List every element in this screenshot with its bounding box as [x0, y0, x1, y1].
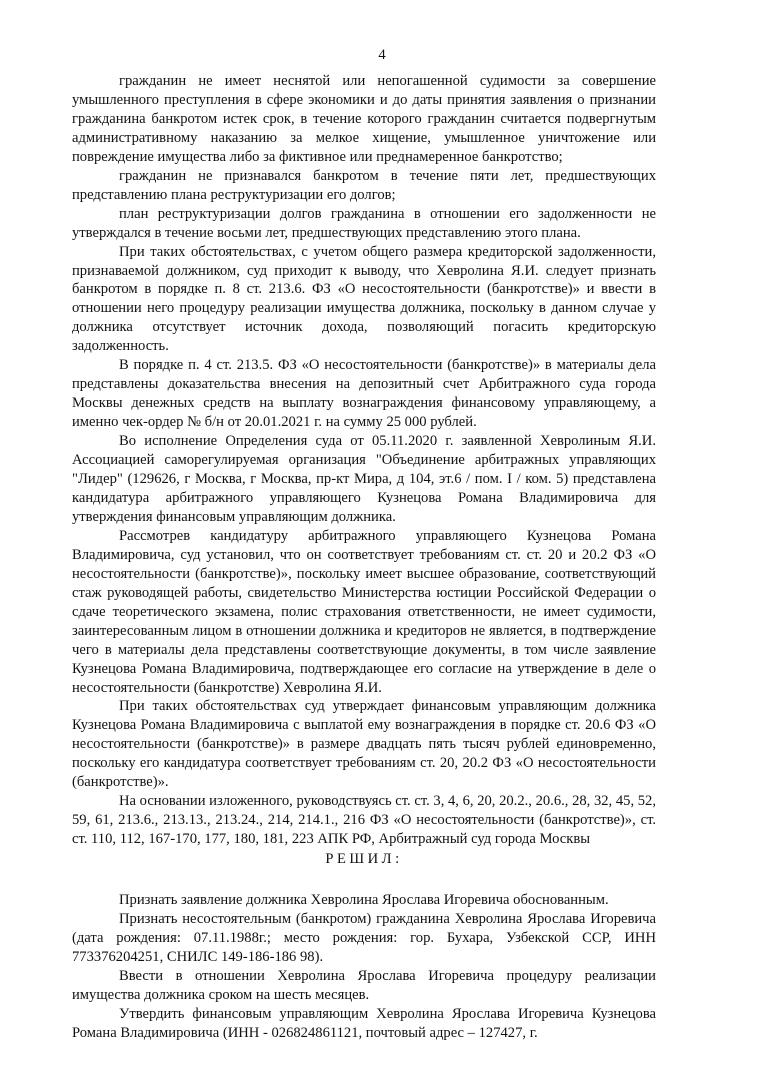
decision-item-recognize-claim: Признать заявление должника Хевролина Ярослава Игоревича обоснованным.: [119, 892, 609, 909]
paragraph-candidate-review: Рассмотрев кандидатуру арбитражного управляющего Кузнецова Романа Владимировича, суд установил, что он соответствует требованиям ст. ст. 20 и 20.2 ФЗ «О несостоятельности (банкротстве)», поскольку имеет высшее образование, соответствующий стаж руководящей работы, свидетельство Министерства юстиции Российской Федерации о сдаче теоретического экзамена, полис страхования ответственности, не имеет судимости, заинтересованным лицом в отношении должника и кредиторов не является, в подтверждение чего в материалы дела представлены соответствующие документы, в том числе заявление Кузнецова Романа Владимировича, подтверждающее его согласие на утверждение в деле о несостоятельности (банкротстве) Хевролина Я.И.: [72, 527, 656, 696]
paragraph-deposit-evidence: В порядке п. 4 ст. 213.5. ФЗ «О несостоятельности (банкротстве)» в материалы дела представлены доказательства внесения на депозитный счет Арбитражного суда города Москвы денежных средств на выплату вознаграждения финансовому управляющему, а именно чек-ордер № б/н от 20.01.2021 г. на сумму 25 000 рублей.: [72, 357, 656, 431]
paragraph-sro-candidate: Во исполнение Определения суда от 05.11.2020 г. заявленной Хевролиным Я.И. Ассоциацией саморегулируемая организация "Объединение арбитражных управляющих "Лидер" (129626, г Москва, г Москва, пр-кт Мира, д 104, эт.6 / пом. I / ком. 5) представлена кандидатура арбитражного управляющего Кузнецова Романа Владимировича для утверждения финансовым управляющим должника.: [72, 433, 656, 525]
document-body: [72, 72, 656, 1043]
paragraph-no-criminal-record: гражданин не имеет неснятой или непогашенной судимости за совершение умышленного преступления в сфере экономики и до даты принятия заявления о признании гражданина банкротом истек срок, в течение которого гражданин считается подвергнутым административному наказанию за мелкое хищение, умышленное уничтожение или повреждение имущества либо за фиктивное или преднамеренное банкротство;: [72, 73, 656, 165]
paragraph-court-conclusion: При таких обстоятельствах, с учетом общего размера кредиторской задолженности, признаваемой должником, суд приходит к выводу, что Хевролина Я.И. следует признать банкротом в порядке п. 8 ст. 213.6. ФЗ «О несостоятельности (банкротстве)» и ввести в отношении него процедуру реализации имущества должника, поскольку в данном случае у должника отсутствует источник дохода, позволяющий погасить кредиторскую задолженность.: [72, 243, 656, 355]
decision-item-declare-bankrupt: Признать несостоятельным (банкротом) гражданина Хевролина Ярослава Игоревича (дата рождения: 07.11.1988г.; место рождения: гор. Бухара, Узбекской ССР, ИНН 773376204251, СНИЛС 149-186-186 98).: [72, 910, 656, 965]
paragraph-legal-basis: На основании изложенного, руководствуясь ст. ст. 3, 4, 6, 20, 20.2., 20.6., 28, 32, 45, 52, 59, 61, 213.6., 213.13., 213.24., 214, 214.1., 216 ФЗ «О несостоятельности (банкротстве)», ст. ст. 110, 112, 167-170, 177, 180, 181, 223 АПК РФ, Арбитражный суд города Москвы: [72, 793, 656, 848]
decision-heading: РЕШИЛ:: [325, 851, 403, 868]
page-number: 4: [378, 47, 386, 63]
paragraph-not-bankrupt-five-years: гражданин не признавался банкротом в течение пяти лет, предшествующих представлению плана реструктуризации его долгов;: [72, 167, 656, 203]
decision-item-approve-manager: Утвердить финансовым управляющим Хевролина Ярослава Игоревича Кузнецова Романа Владимировича (ИНН - 026824861121, почтовый адрес – 127427, г.: [72, 1005, 656, 1041]
paragraph-plan-not-approved: план реструктуризации долгов гражданина в отношении его задолженности не утверждался в течение восьми лет, предшествующих представлению этого плана.: [72, 205, 656, 241]
decision-item-introduce-procedure: Ввести в отношении Хевролина Ярослава Игоревича процедуру реализации имущества должника сроком на шесть месяцев.: [72, 967, 656, 1003]
paragraph-manager-approval: При таких обстоятельствах суд утверждает финансовым управляющим должника Кузнецова Романа Владимировича с выплатой ему вознаграждения в порядке ст. 20.6 ФЗ «О несостоятельности (банкротстве)» в размере двадцать пять тысяч рублей единовременно, поскольку его кандидатура соответствует требованиям ст. 20, 20.2 ФЗ «О несостоятельности (банкротстве)».: [72, 698, 656, 791]
